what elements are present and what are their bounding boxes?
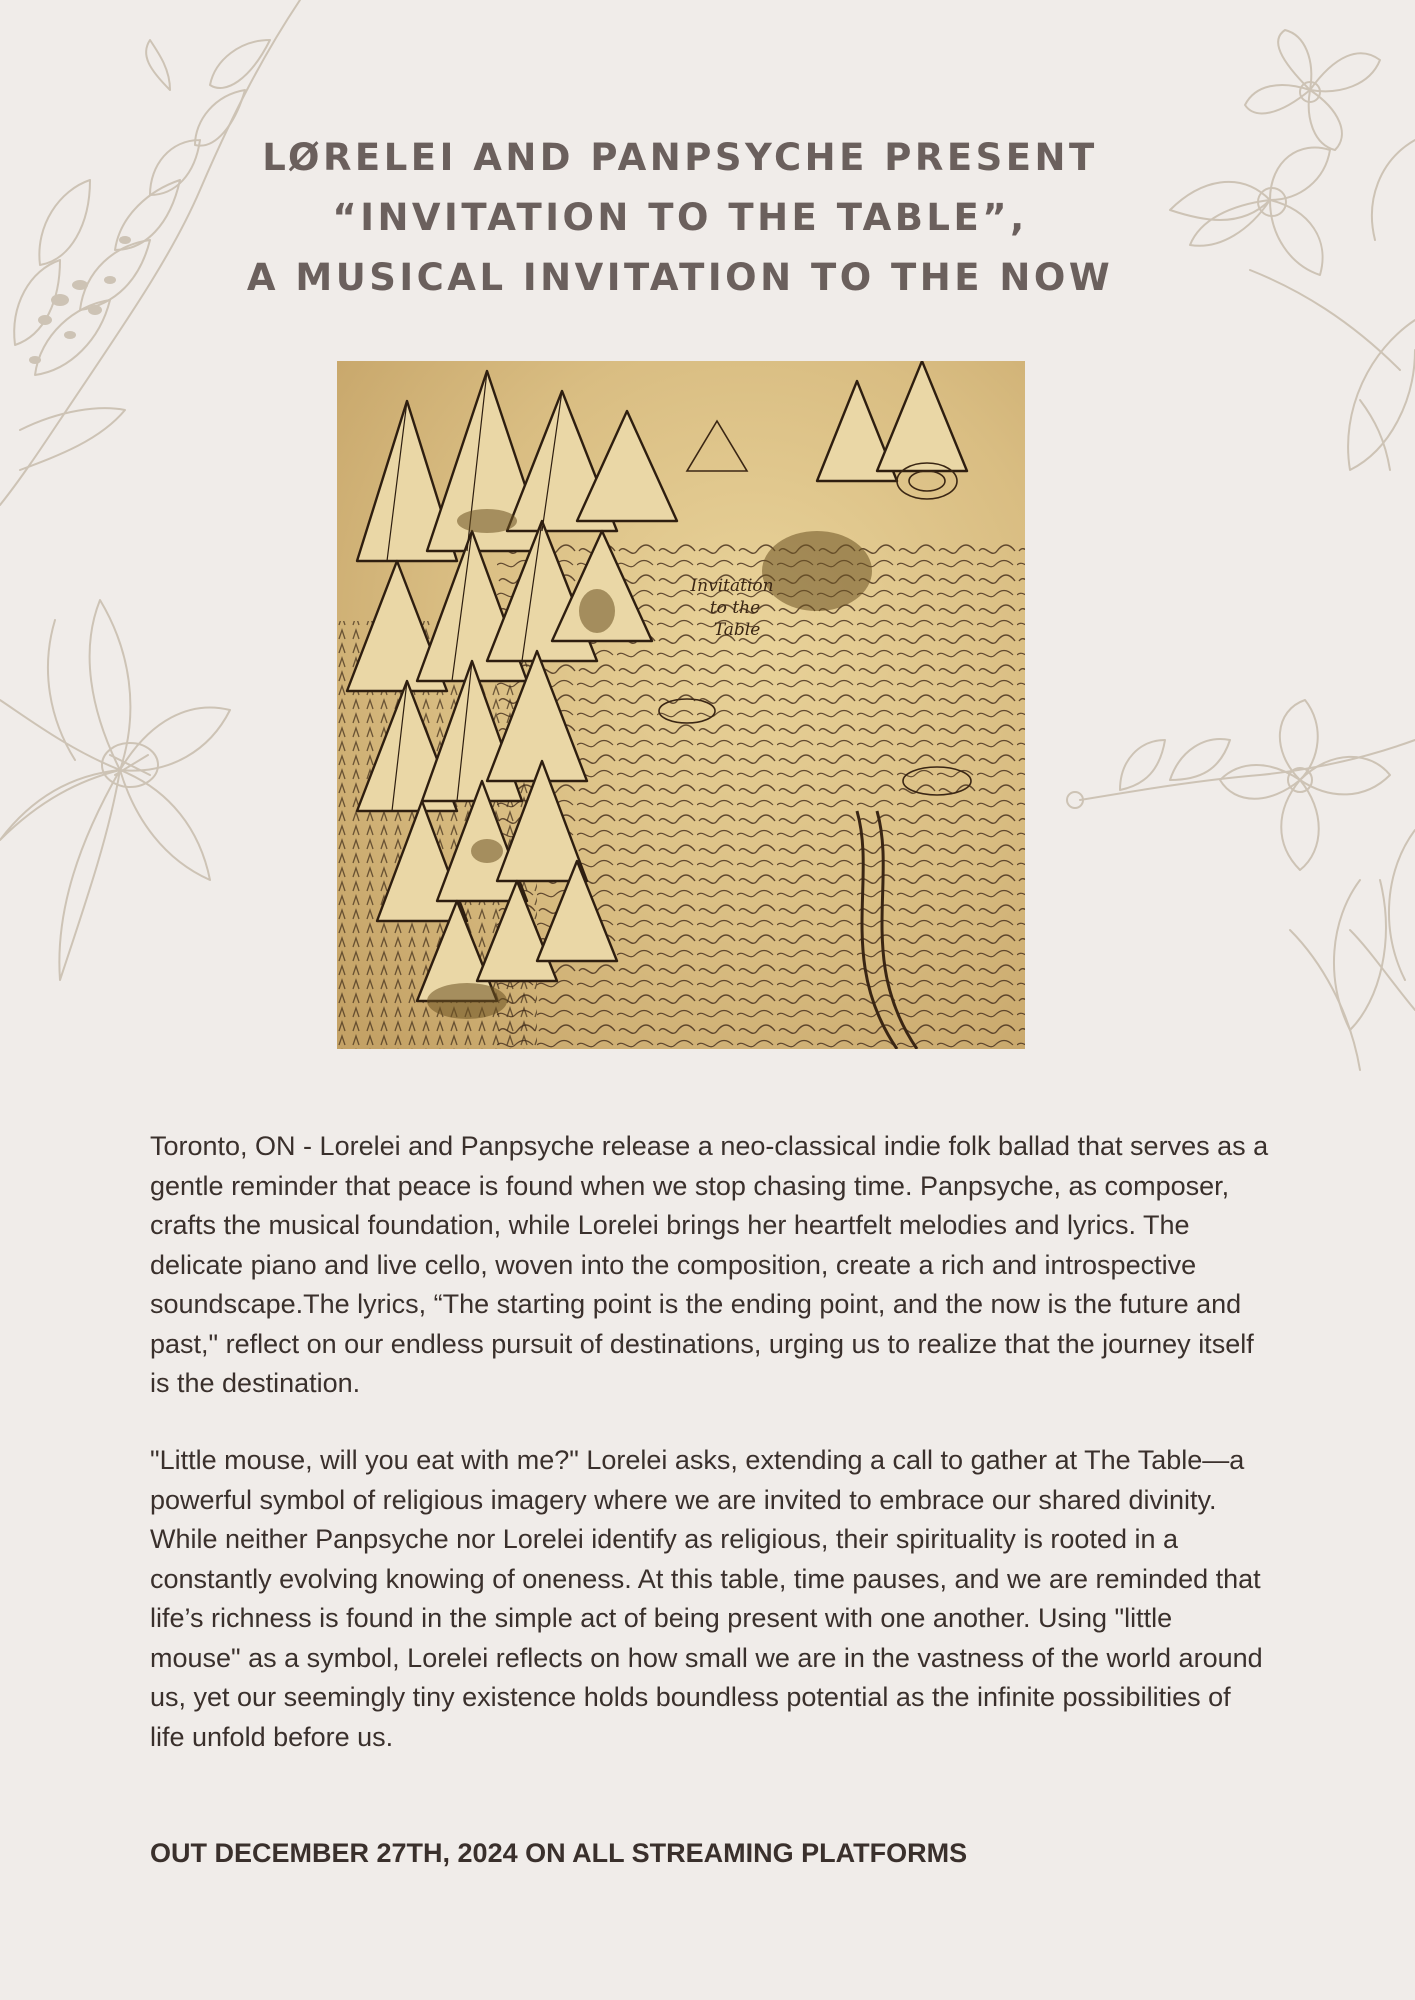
cover-title-line-1: Invitation [690, 576, 774, 596]
body-paragraph-1: Toronto, ON - Lorelei and Panpsyche release a neo-classical indie folk ballad that serves as a gentle reminder that peace is found when we stop chasing time. Panpsyche, as composer, crafts the musical foundation, while Lorelei brings her heartfelt melodies and lyrics. The delicate piano and live cello, woven into the composition, create a rich and introspective soundscape.The lyrics, “The starting point is the ending point, and the now is the future and past," reflect on our endless pursuit of destinations, urging us to realize that the journey itself is the destination. [150, 1131, 1269, 1398]
title-line-3: A MUSICAL INVITATION TO THE NOW [246, 256, 1114, 299]
page-title [180, 128, 1180, 308]
cover-title-line-3: Table [713, 620, 761, 640]
cover-title-line-2: to the [709, 598, 761, 618]
release-date-line: OUT DECEMBER 27TH, 2024 ON ALL STREAMING PLATFORMS [150, 1838, 968, 1868]
body-paragraph-2: "Little mouse, will you eat with me?" Lorelei asks, extending a call to gather at The Table—a powerful symbol of religious imagery where we are invited to embrace our shared divinity. While neither Panpsyche nor Lorelei identify as religious, their spirituality is rooted in a constantly evolving knowing of oneness. At this table, time pauses, and we are reminded that life’s richness is found in the simple act of being present with one another. Using "little mouse" as a symbol, Lorelei reflects on how small we are in the vastness of the world around us, yet our seemingly tiny existence holds boundless potential as the infinite possibilities of life unfold before us. [150, 1445, 1263, 1752]
flowering-branch-illustration [1060, 680, 1415, 1080]
title-line-1: LØRELEI AND PANPSYCHE PRESENT [262, 136, 1098, 179]
album-cover-artwork [337, 361, 1025, 1049]
blossom-branch-illustration [1160, 20, 1415, 580]
magnolia-illustration [0, 590, 250, 990]
title-line-2: “INVITATION TO THE TABLE”, [332, 196, 1028, 239]
